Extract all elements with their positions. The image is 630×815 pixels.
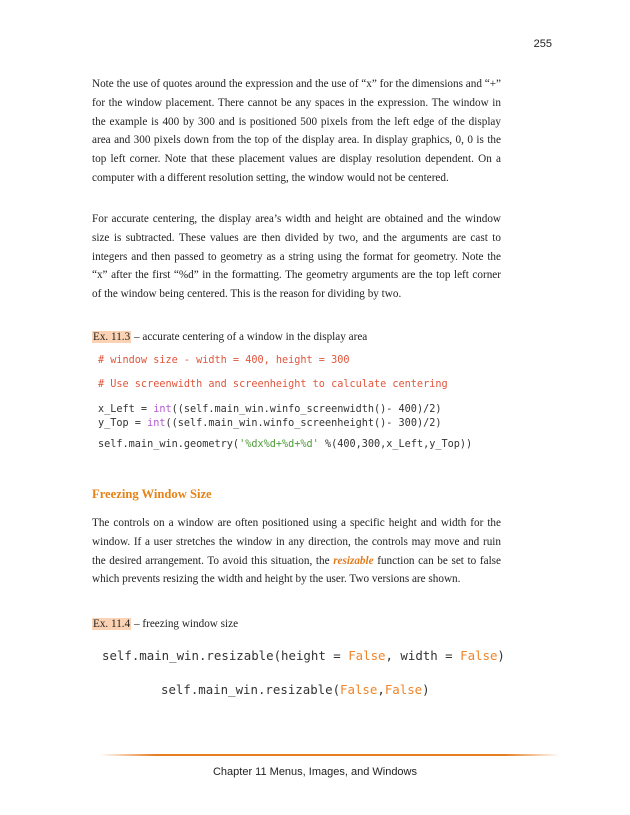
- code-token: y_Top =: [98, 418, 148, 429]
- code-line-resizable-positional: [161, 682, 430, 698]
- paragraph-text: function can be set to false which prevents resizing the width and height by the user. Two versions are shown.: [92, 554, 501, 586]
- example-caption-11-4: [92, 616, 238, 632]
- code-token: ): [422, 682, 430, 697]
- code-boolean: False: [384, 682, 423, 697]
- example-caption-text: – accurate centering of a window in the display area: [131, 331, 368, 343]
- code-line-geometry: [98, 438, 472, 452]
- code-token: self.main_win.resizable(height =: [102, 648, 349, 663]
- example-caption-11-3: [92, 329, 367, 345]
- code-line-y-top: [98, 417, 442, 431]
- code-keyword: int: [147, 418, 166, 429]
- footer-divider: [100, 754, 560, 756]
- code-token: %(400,300,x_Left,y_Top)): [318, 439, 473, 450]
- code-line-x-left: [98, 403, 441, 417]
- paragraph-freezing: [92, 514, 501, 589]
- code-token: x_Left =: [98, 404, 154, 415]
- code-comment-screen-size: [98, 378, 448, 392]
- keyword-resizable: resizable: [333, 554, 374, 567]
- code-boolean: False: [460, 648, 498, 663]
- code-string: '%dx%d+%d+%d': [239, 439, 319, 450]
- code-token: ,: [377, 682, 385, 697]
- code-token: ): [497, 648, 505, 663]
- code-boolean: False: [348, 648, 386, 663]
- code-token: , width =: [385, 648, 461, 663]
- example-tag: Ex. 11.4: [93, 618, 131, 630]
- code-token: self.main_win.geometry(: [98, 439, 240, 450]
- page-number: 255: [533, 38, 552, 50]
- paragraph-accurate-centering: For accurate centering, the display area’s width and height are obtained and the window size is subtracted. These values are then divided by two, and the arguments are cast to integers and then passed to geometry as a string using the format for geometry. Note the “x” after the first “%d” in the formatting. The geometry arguments are the top left corner of the window being centered. This is the reason for dividing by two.: [92, 213, 501, 301]
- code-keyword: int: [153, 404, 172, 415]
- code-token: ((self.main_win.winfo_screenwidth()- 400)/2): [171, 404, 442, 415]
- footer-chapter-title: Chapter 11 Menus, Images, and Windows: [212, 766, 417, 778]
- paragraph-quotes-note: Note the use of quotes around the expression and the use of “x” for the dimensions and “+” for the window placement. There cannot be any spaces in the expression. The window in the example is 400 by 300 and is positioned 500 pixels from the left edge of the display area and 300 pixels down from the top of the display area. In display graphics, 0, 0 is the top left corner. Note that these placement values are display resolution dependent. On a computer with a different resolution setting, the window would not be centered.: [92, 78, 501, 184]
- example-caption-text: – freezing window size: [131, 618, 239, 630]
- paragraph-text: The controls on a window are often positioned using a specific height and width for the window. If a user stretches the window in any direction, the controls may move and ruin the desired arrangement. To avoid this situation, the: [92, 517, 501, 567]
- code-comment-window-size: [98, 354, 349, 368]
- code-token: ((self.main_win.winfo_screenheight()- 300)/2): [165, 418, 442, 429]
- code-token: self.main_win.resizable(: [161, 682, 341, 697]
- example-tag: Ex. 11.3: [93, 331, 131, 343]
- section-title: Freezing Window Size: [92, 487, 212, 501]
- code-boolean: False: [340, 682, 378, 697]
- code-line-resizable-keywords: [102, 648, 505, 664]
- code-comment: # window size - width = 400, height = 300: [98, 355, 350, 366]
- code-comment: # Use screenwidth and screenheight to calculate centering: [98, 379, 448, 390]
